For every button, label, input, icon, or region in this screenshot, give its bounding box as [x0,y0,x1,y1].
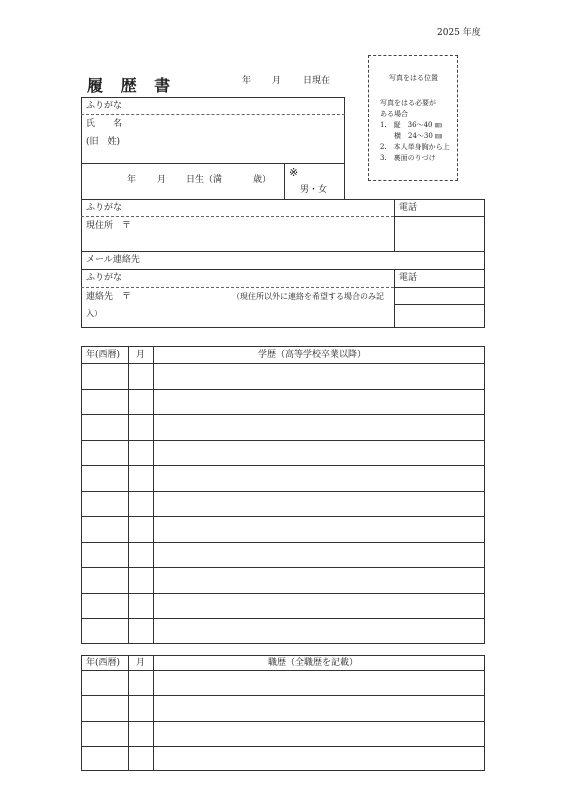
row-month-cell[interactable] [129,364,152,389]
address-furigana-label: ふりがな [86,203,123,213]
photo-line: 1. 縦 36～40 ㎜ [380,121,442,129]
contact-tel-label: 電話 [399,273,418,283]
row-year-cell[interactable] [82,696,127,720]
contact-note-cont: 入） [86,309,102,318]
row-detail-cell[interactable] [154,364,484,389]
row-month-cell[interactable] [129,747,152,771]
row-detail-cell[interactable] [154,517,484,542]
career-title-header: 職歴（全職歴を記載） [268,658,359,668]
contact-label: 連絡先 〒 [86,292,132,302]
address-tel-label: 電話 [399,203,418,213]
row-year-cell[interactable] [82,747,127,771]
name-label: 氏 名 [86,119,123,129]
career-month-header: 月 [136,658,146,668]
photo-line: 写真をはる必要が [380,99,436,107]
row-year-cell[interactable] [82,543,127,568]
row-year-cell[interactable] [82,568,127,593]
row-year-cell[interactable] [82,441,127,466]
row-month-cell[interactable] [129,517,152,542]
age-label: 歳） [253,175,272,185]
birth-month-label: 月 [157,175,167,185]
row-year-cell[interactable] [82,415,127,440]
row-year-cell[interactable] [82,594,127,619]
career-year-header: 年(西暦) [86,658,121,668]
date-day-label: 日現在 [303,76,331,86]
date-year-label: 年 [242,76,252,86]
row-year-cell[interactable] [82,722,127,746]
divider [81,269,485,270]
photo-line: 横 24～30 ㎜ [380,132,443,140]
row-month-cell[interactable] [129,390,152,415]
row-year-cell[interactable] [82,466,127,491]
row-detail-cell[interactable] [154,747,484,771]
row-detail-cell[interactable] [154,722,484,746]
row-month-cell[interactable] [129,671,152,695]
row-year-cell[interactable] [82,619,127,644]
row-month-cell[interactable] [129,568,152,593]
name-furigana-label: ふりがな [86,101,123,111]
contact-tel-field[interactable] [395,288,484,327]
row-detail-cell[interactable] [154,390,484,415]
row-year-cell[interactable] [82,390,127,415]
document-title: 履 歴 書 [87,76,177,95]
photo-title: 写真をはる位置 [389,74,438,82]
photo-line: 3. 裏面のりづけ [380,154,436,162]
address-label: 現住所 〒 [86,221,132,231]
row-year-cell[interactable] [82,517,127,542]
contact-furigana-label: ふりがな [86,273,123,283]
row-detail-cell[interactable] [154,696,484,720]
birth-year-label: 年 [127,175,137,185]
row-month-cell[interactable] [129,441,152,466]
row-month-cell[interactable] [129,415,152,440]
row-month-cell[interactable] [129,696,152,720]
education-month-header: 月 [136,350,146,360]
row-detail-cell[interactable] [154,568,484,593]
row-month-cell[interactable] [129,594,152,619]
row-year-cell[interactable] [82,492,127,517]
row-month-cell[interactable] [129,466,152,491]
row-month-cell[interactable] [129,619,152,644]
row-year-cell[interactable] [82,364,127,389]
row-month-cell[interactable] [129,722,152,746]
row-year-cell[interactable] [82,671,127,695]
email-field[interactable] [82,252,484,268]
photo-area[interactable] [368,55,458,181]
education-year-header: 年(西暦) [86,350,121,360]
contact-note: （現住所以外に連絡を希望する場合のみ記 [232,292,384,301]
row-detail-cell[interactable] [154,619,484,644]
note-mark: ※ [289,166,299,179]
row-detail-cell[interactable] [154,466,484,491]
row-month-cell[interactable] [129,492,152,517]
address-tel-field[interactable] [395,217,484,250]
row-detail-cell[interactable] [154,441,484,466]
date-month-label: 月 [272,76,282,86]
row-detail-cell[interactable] [154,671,484,695]
photo-line: 2. 本人単身胸から上 [380,143,450,151]
row-detail-cell[interactable] [154,415,484,440]
fiscal-year: 2025 年度 [437,28,481,38]
education-title-header: 学歴（高等学校卒業以降） [258,350,367,360]
photo-line: ある場合 [380,110,408,118]
sex-options: 男・女 [300,185,328,195]
row-detail-cell[interactable] [154,492,484,517]
birth-day-label: 日生（満 [186,175,223,185]
row-detail-cell[interactable] [154,594,484,619]
email-label: メール連絡先 [86,255,140,265]
row-month-cell[interactable] [129,543,152,568]
row-detail-cell[interactable] [154,543,484,568]
former-surname-label: (旧 姓) [86,137,121,147]
